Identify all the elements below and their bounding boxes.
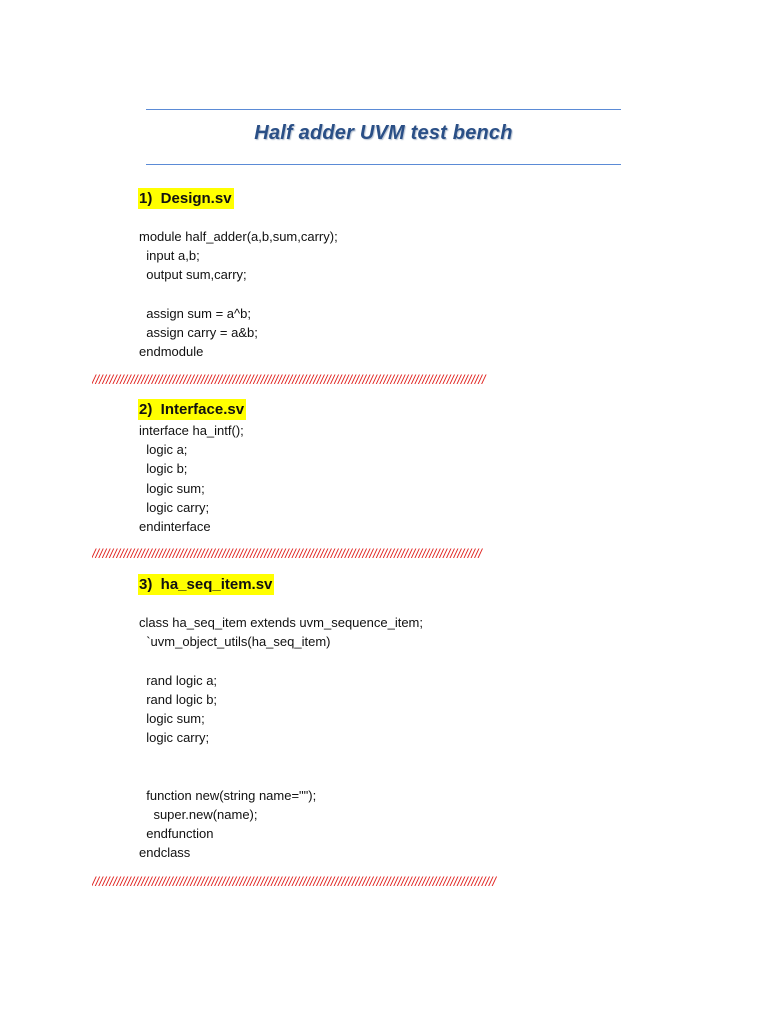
- section-heading-seq-item: 3) ha_seq_item.sv: [139, 576, 273, 593]
- document-title: Half adder UVM test bench: [254, 122, 513, 144]
- section-heading-interface: 2) Interface.sv: [139, 401, 245, 418]
- separator-line: ///////////////////////////////////////////////////////////////////////////////////////////////////////////////////: [92, 874, 496, 889]
- separator-line: ///////////////////////////////////////////////////////////////////////////////////////////////////////////////: [92, 546, 482, 561]
- separator-line: ////////////////////////////////////////////////////////////////////////////////////////////////////////////////: [92, 372, 486, 387]
- code-block-seq-item: class ha_seq_item extends uvm_sequence_item; `uvm_object_utils(ha_seq_item) rand logic a; rand logic b; logic sum; logic carry; function new(string name=""); super.new(name); endfunction endclass: [139, 615, 423, 861]
- code-block-design: module half_adder(a,b,sum,carry); input a,b; output sum,carry; assign sum = a^b; assign carry = a&b; endmodule: [139, 229, 338, 360]
- title-rule-bottom: [146, 164, 621, 165]
- section-heading-design: 1) Design.sv: [139, 190, 232, 207]
- title-rule-top: [146, 109, 621, 110]
- code-block-interface: interface ha_intf(); logic a; logic b; logic sum; logic carry; endinterface: [139, 423, 244, 535]
